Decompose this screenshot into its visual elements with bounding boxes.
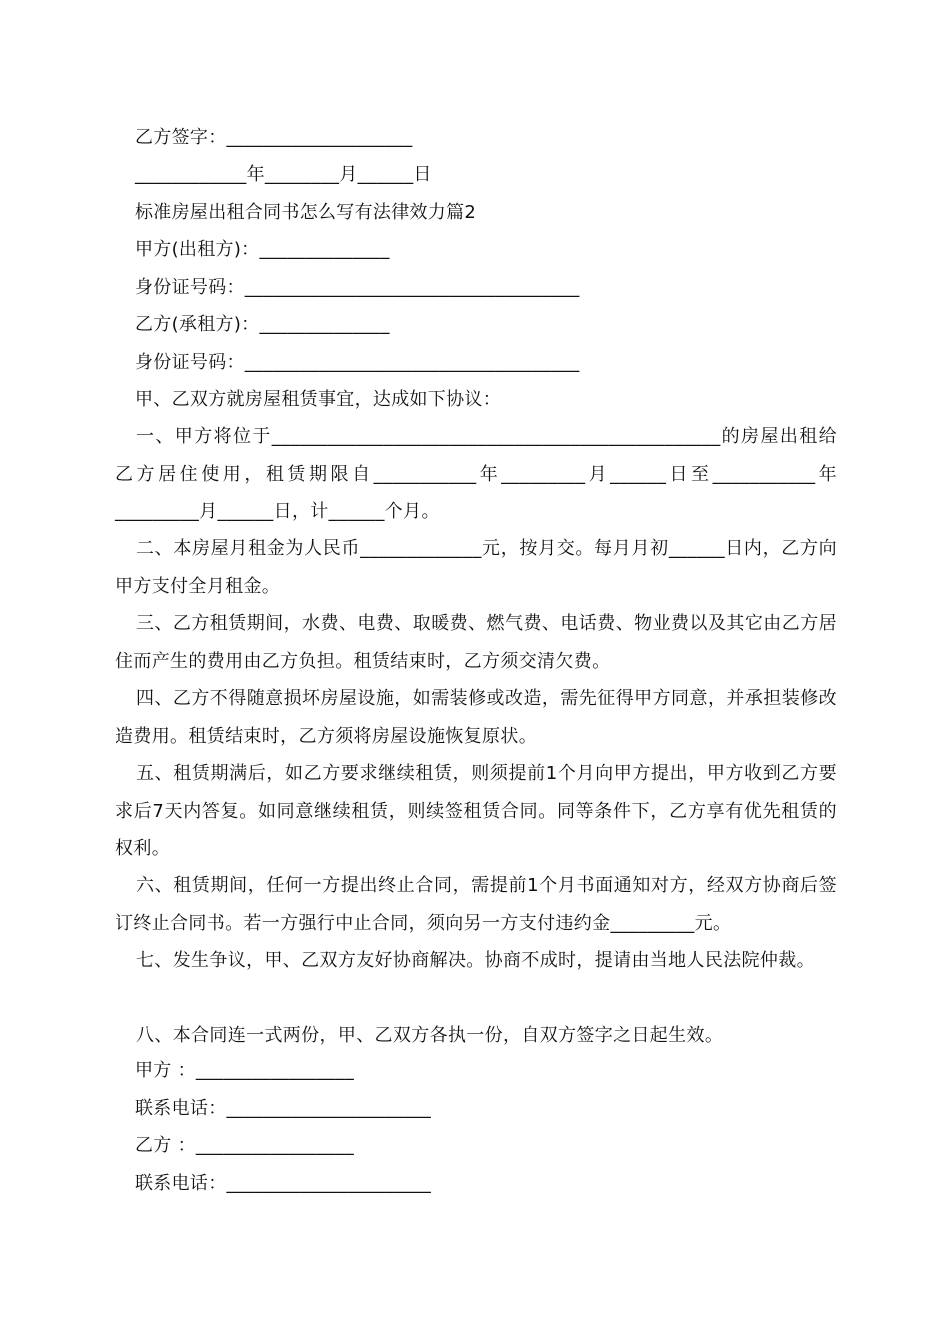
document-title: 标准房屋出租合同书怎么写有法律效力篇2 [135,202,477,223]
clause-6: 六、租赁期间，任何一方提出终止合同，需提前1个月书面通知对方，经双方协商后签订终止合同书。若一方强行中止合同，须向另一方支付违约金_________元。 [115,875,837,934]
signature-party-a-phone: 联系电话：______________________ [135,1098,432,1119]
party-b-signature-line: 乙方签字：____________________ [135,127,413,148]
clause-4: 四、乙方不得随意损坏房屋设施，如需装修或改造，需先征得甲方同意，并承担装修改造费用。租赁结束时，乙方须将房屋设施恢复原状。 [115,688,837,747]
clause-5: 五、租赁期满后，如乙方要求继续租赁，则须提前1个月向甲方提出，甲方收到乙方要求后7天内答复。如同意继续租赁，则续签租赁合同。同等条件下，乙方享有优先租赁的权利。 [115,763,837,859]
agreement-intro: 甲、乙双方就房屋租赁事宜，达成如下协议： [135,389,501,410]
clause-1: 一、甲方将位于________________________________________________的房屋出租给乙方居住使用，租赁期限自___________年_________月______日至___________年_________月______日，计______个月。 [115,426,837,522]
clause-2: 二、本房屋月租金为人民币_____________元，按月交。每月月初______日内，乙方向甲方支付全月租金。 [115,538,837,597]
signature-party-b: 乙方 ：_________________ [135,1135,355,1156]
clause-3: 三、乙方租赁期间，水费、电费、取暖费、燃气费、电话费、物业费以及其它由乙方居住而产生的费用由乙方负担。租赁结束时，乙方须交清欠费。 [115,613,837,672]
signature-party-b-phone: 联系电话：______________________ [135,1173,432,1194]
party-a-line: 甲方(出租方)：______________ [135,239,390,260]
party-b-id-line: 身份证号码：____________________________________ [135,352,580,373]
clause-7: 七、发生争议，甲、乙双方友好协商解决。协商不成时，提请由当地人民法院仲裁。 [136,950,815,971]
party-b-line: 乙方(承租方)：______________ [135,314,390,335]
signature-party-a: 甲方 ：_________________ [135,1060,355,1081]
clause-8: 八、本合同连一式两份，甲、乙双方各执一份，自双方签字之日起生效。 [136,1025,724,1046]
party-a-id-line: 身份证号码：____________________________________ [135,277,580,298]
date-line: ____________年________月______日 [135,164,432,185]
